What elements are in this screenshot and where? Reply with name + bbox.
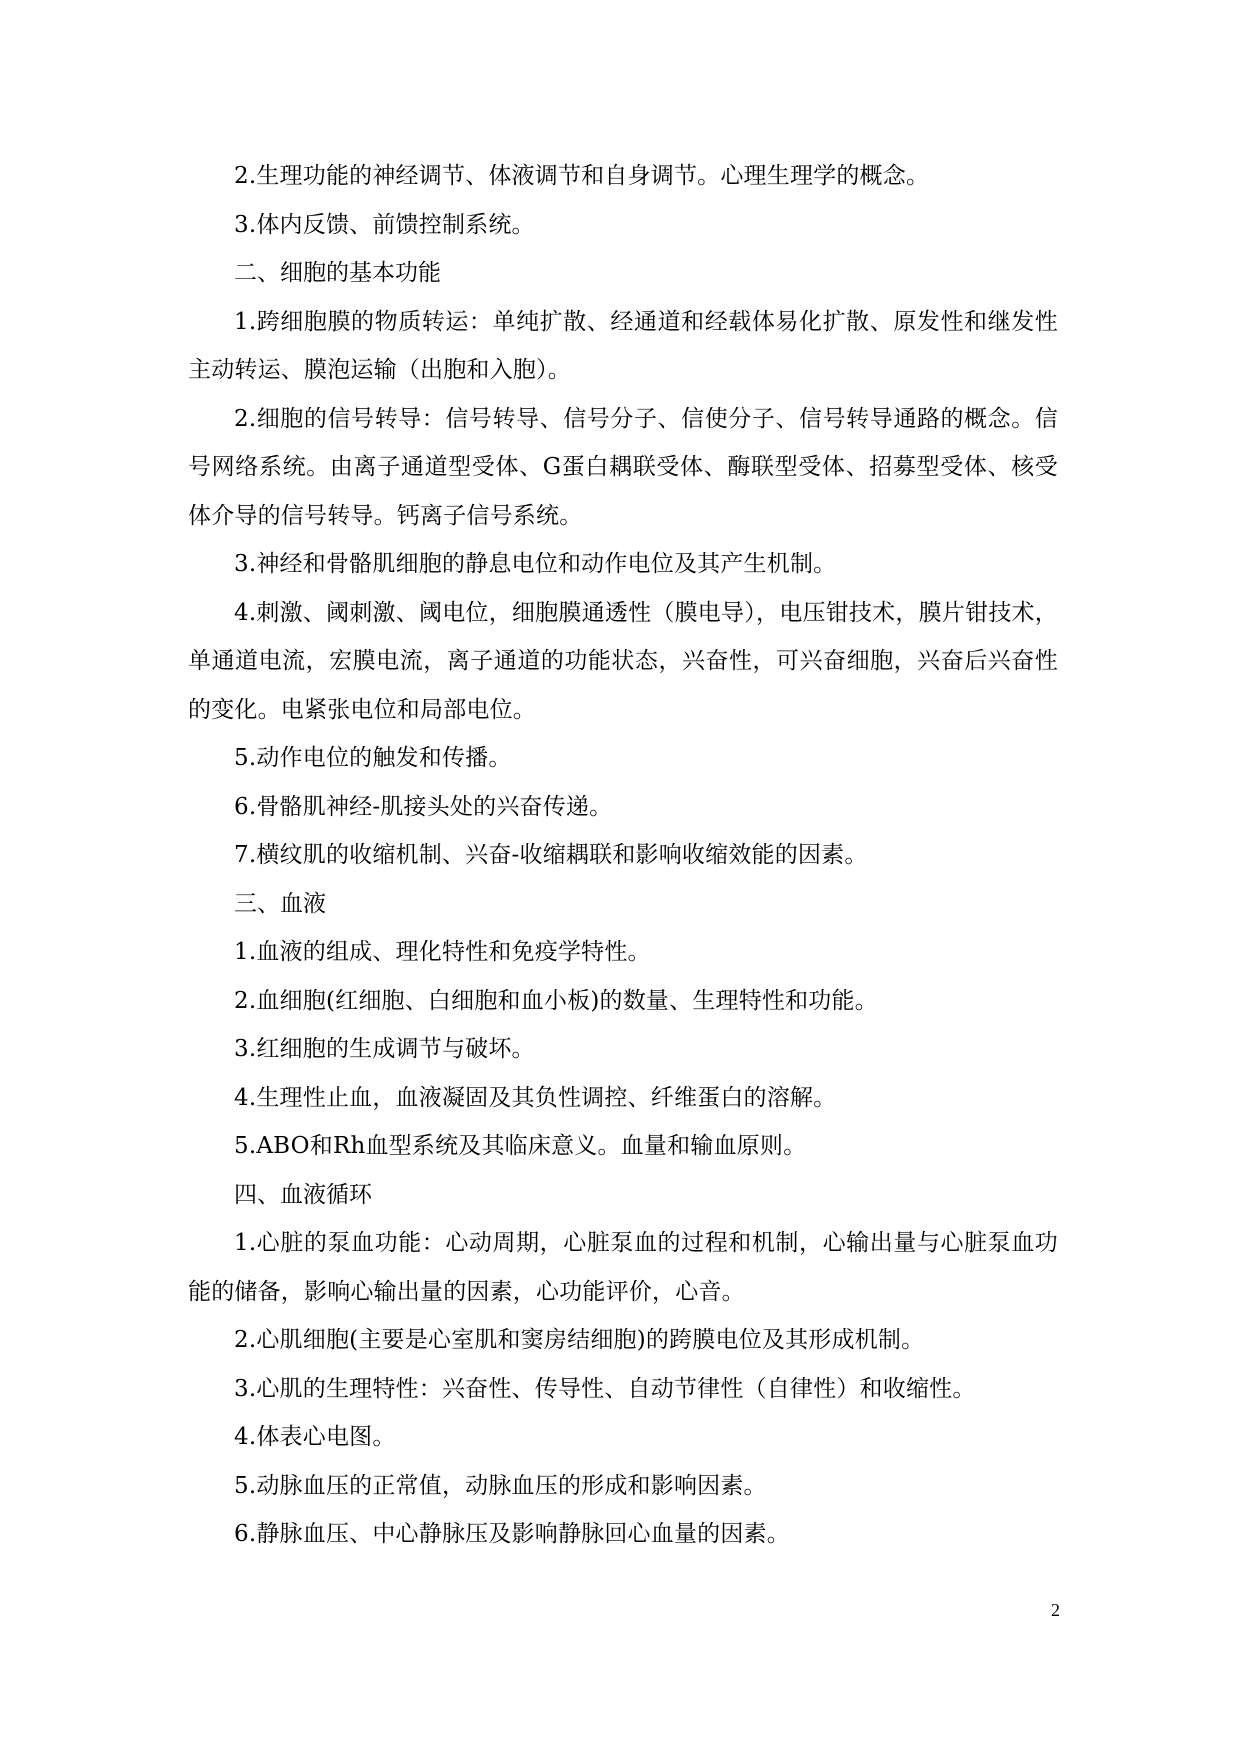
paragraph-item: 4.刺激、阈刺激、阈电位，细胞膜通透性（膜电导），电压钳技术，膜片钳技术，单通道电流，宏膜电流，离子通道的功能状态，兴奋性，可兴奋细胞，兴奋后兴奋性的变化。电紧张电位和局部电位。 — [188, 599, 1058, 723]
paragraph-item: 3.神经和骨骼肌细胞的静息电位和动作电位及其产生机制。 — [234, 551, 837, 577]
section-heading: 三、血液 — [234, 890, 326, 917]
paragraph-item: 6.静脉血压、中心静脉压及影响静脉回心血量的因素。 — [234, 1521, 790, 1547]
paragraph-item: 1.血液的组成、理化特性和免疫学特性。 — [234, 939, 651, 965]
section-heading: 二、细胞的基本功能 — [234, 260, 441, 286]
paragraph-item: 5.动作电位的触发和传播。 — [234, 745, 512, 771]
paragraph-item: 4.生理性止血，血液凝固及其负性调控、纤维蛋白的溶解。 — [234, 1084, 837, 1111]
paragraph-item: 3.体内反馈、前馈控制系统。 — [234, 211, 535, 238]
paragraph-item: 6.骨骼肌神经-肌接头处的兴奋传递。 — [234, 793, 613, 820]
paragraph-item: 5.ABO和Rh血型系统及其临床意义。血量和输血原则。 — [234, 1133, 807, 1159]
paragraph-item: 1.心脏的泵血功能：心动周期，心脏泵血的过程和机制，心输出量与心脏泵血功能的储备，影响心输出量的因素，心功能评价，心音。 — [188, 1230, 1058, 1305]
paragraph-item: 2.生理功能的神经调节、体液调节和自身调节。心理生理学的概念。 — [234, 163, 930, 189]
document-body — [188, 152, 1058, 1559]
paragraph-item: 5.动脉血压的正常值，动脉血压的形成和影响因素。 — [234, 1472, 767, 1499]
paragraph-item: 7.横纹肌的收缩机制、兴奋-收缩耦联和影响收缩效能的因素。 — [234, 842, 868, 868]
paragraph-item: 2.血细胞(红细胞、白细胞和血小板)的数量、生理特性和功能。 — [234, 987, 878, 1014]
paragraph-item: 2.心肌细胞(主要是心室肌和窦房结细胞)的跨膜电位及其形成机制。 — [234, 1327, 925, 1353]
paragraph-item: 1.跨细胞膜的物质转运：单纯扩散、经通道和经载体易化扩散、原发性和继发性主动转运、膜泡运输（出胞和入胞）。 — [188, 308, 1058, 383]
paragraph-item: 2.细胞的信号转导：信号转导、信号分子、信使分子、信号转导通路的概念。信号网络系统。由离子通道型受体、G蛋白耦联受体、酶联型受体、招募型受体、核受体介导的信号转导。钙离子信号系统。 — [188, 405, 1058, 529]
page-number: 2 — [1051, 1600, 1060, 1620]
section-heading: 四、血液循环 — [234, 1181, 372, 1208]
paragraph-item: 4.体表心电图。 — [234, 1424, 396, 1450]
paragraph-item: 3.红细胞的生成调节与破坏。 — [234, 1036, 535, 1062]
paragraph-item: 3.心肌的生理特性：兴奋性、传导性、自动节律性（自律性）和收缩性。 — [234, 1375, 976, 1402]
